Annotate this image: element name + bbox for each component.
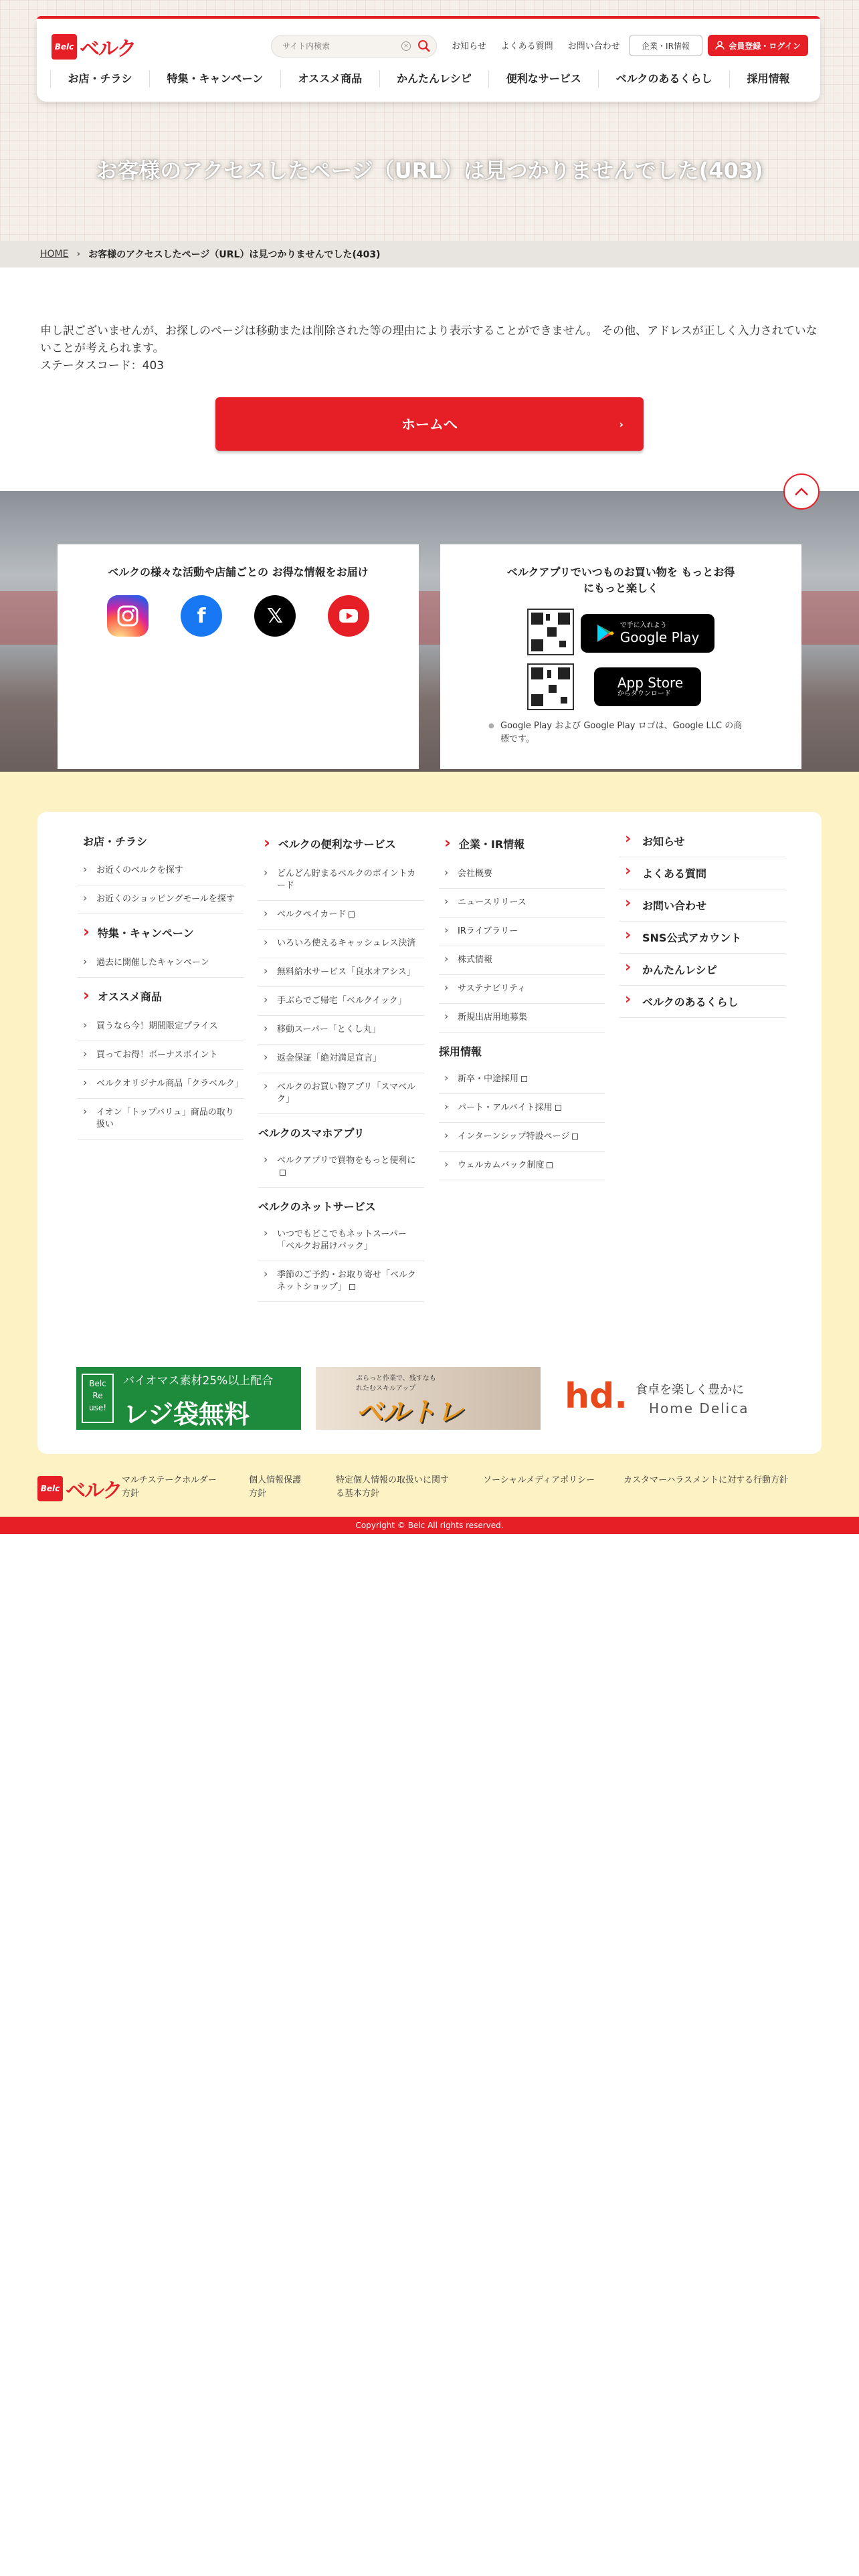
logo-badge: Belc	[37, 1476, 63, 1501]
footer-sitemap	[37, 812, 822, 1454]
footer-heading-stores[interactable]: お店・チラシ	[83, 835, 148, 848]
footer-link[interactable]	[439, 1065, 605, 1094]
footer-link[interactable]: › どんどん貯まるベルクのポイントカード	[258, 860, 424, 901]
nav-products[interactable]: オススメ商品	[280, 70, 379, 88]
policy-link-specific-privacy[interactable]: 特定個人情報の取扱いに関する基本方針	[336, 1475, 450, 1499]
footer-link[interactable]: › いろいろ使えるキャッシュレス決済	[258, 930, 424, 958]
home-button-label: ホームへ	[401, 417, 458, 433]
status-code: ステータスコード：403	[40, 359, 165, 372]
chevron-right-icon: ›	[76, 249, 81, 259]
sns-card	[58, 544, 419, 769]
external-link-icon	[555, 1105, 561, 1111]
footer-subheading-net: ベルクのネットサービス	[258, 1200, 376, 1213]
footer-heading-corporate[interactable]: › 企業・IR情報	[439, 825, 605, 860]
external-link-icon	[521, 1076, 527, 1082]
banner-subtext: ぷらっと作業で、残すなもれたむスキルアップ	[356, 1375, 436, 1392]
footer-link[interactable]: › 買うなら今！期間限定プライス	[78, 1012, 244, 1041]
banner-headline: ベルトレ	[356, 1397, 463, 1428]
search-icon[interactable]	[417, 39, 431, 56]
reuse-logo: Belc Re use!	[82, 1374, 114, 1423]
user-icon	[715, 41, 725, 50]
policy-link-privacy[interactable]: 個人情報保護方針	[249, 1475, 302, 1499]
footer-link[interactable]: › 買ってお得！ボーナスポイント	[78, 1041, 244, 1070]
footer-link[interactable]	[258, 1147, 424, 1188]
footer-link[interactable]: › 新規出店用地募集	[439, 1004, 605, 1033]
news-link[interactable]: お知らせ	[452, 41, 486, 51]
global-nav	[50, 66, 807, 92]
home-delica-banner[interactable]	[555, 1367, 780, 1430]
footer-link[interactable]: › 無料給水サービス「良水オアシス」	[258, 958, 424, 987]
footer-heading-products[interactable]: › オススメ商品	[78, 978, 244, 1012]
page-title: お客様のアクセスしたページ（URL）は見つかりませんでした(403)	[96, 158, 763, 183]
footer-link-label: 新卒・中途採用	[458, 1074, 519, 1084]
footer-link[interactable]: › お近くのショッピングモールを探す	[78, 885, 244, 914]
app-store-qr-code	[527, 663, 574, 710]
chevron-right-icon: ›	[619, 417, 624, 431]
footer-link[interactable]: › 過去に開催したキャンペーン	[78, 949, 244, 978]
footer-link-contact[interactable]: › お問い合わせ	[619, 889, 785, 922]
footer-link-recipes[interactable]: › かんたんレシピ	[619, 954, 785, 986]
logo-text: ベルク	[80, 37, 136, 61]
login-button[interactable]	[708, 35, 808, 56]
logo-text: ベルク	[66, 1479, 122, 1503]
footer-link[interactable]: › 株式情報	[439, 946, 605, 975]
external-link-icon	[349, 1284, 355, 1290]
footer-link-label: ベルクペイカード	[277, 909, 347, 920]
nav-services[interactable]: 便利なサービス	[488, 70, 598, 88]
footer-col-services	[258, 825, 424, 1302]
footer-link-label: 季節のご予約・お取り寄せ「ベルクネットショップ」	[277, 1270, 416, 1292]
footer-link[interactable]	[258, 901, 424, 930]
sns-card-title: ベルクの様々な活動や店舗ごとの お得な情報をお届け	[108, 566, 369, 578]
copyright: Copyright © Belc All rights reserved.	[0, 1517, 859, 1534]
app-card	[440, 544, 801, 769]
site-logo[interactable]	[52, 32, 135, 62]
footer-link[interactable]: › ベルクオリジナル商品「クラベルク」	[78, 1070, 244, 1099]
site-header	[37, 19, 820, 102]
corporate-ir-button[interactable]: 企業・IR情報	[629, 35, 702, 56]
nav-lifestyle[interactable]: ベルクのあるくらし	[598, 70, 729, 88]
footer-link[interactable]	[439, 1123, 605, 1152]
error-message	[40, 322, 823, 374]
footer-link[interactable]: › 移動スーパー「とくし丸」	[258, 1016, 424, 1045]
belutore-banner[interactable]	[316, 1367, 541, 1430]
breadcrumb	[0, 241, 859, 267]
clear-icon[interactable]: ×	[401, 41, 411, 51]
footer-link-label: パート・アルバイト採用	[458, 1103, 553, 1113]
app-card-title-line2: にもっと楽しく	[583, 582, 658, 595]
external-link-icon	[349, 911, 355, 918]
footer-heading-services[interactable]: › ベルクの便利なサービス	[258, 825, 424, 860]
x-icon[interactable]: 𝕏	[254, 595, 296, 637]
external-link-icon	[280, 1170, 286, 1176]
nav-campaigns[interactable]: 特集・キャンペーン	[149, 70, 280, 88]
footer-link[interactable]: › イオン「トップバリュ」商品の取り扱い	[78, 1099, 244, 1140]
utility-links	[452, 39, 620, 51]
footer-link-news[interactable]: › お知らせ	[619, 825, 785, 857]
banner-subtext: バイオマス素材25%以上配合	[123, 1374, 274, 1388]
footer-col-corporate	[439, 825, 605, 1180]
bottom-bar	[0, 1465, 859, 1518]
policy-links	[122, 1474, 797, 1501]
back-to-top-button[interactable]	[783, 473, 820, 510]
banner-tagline: 食卓を楽しく豊かに	[636, 1383, 744, 1397]
footer-link[interactable]	[439, 1152, 605, 1180]
footer-logo[interactable]	[37, 1474, 121, 1503]
footer-link[interactable]: › IRライブラリー	[439, 918, 605, 946]
search-input[interactable]	[272, 35, 399, 57]
footer-link[interactable]: › いつでもどこでもネットスーパー「ベルクお届けパック」	[258, 1220, 424, 1261]
contact-link[interactable]: お問い合わせ	[567, 41, 620, 51]
banner-brand: Home Delica	[649, 1400, 749, 1416]
search-box	[271, 35, 437, 58]
footer-col-stores	[78, 825, 244, 1140]
footer-link[interactable]: › ベルクのお買い物アプリ「スマベルク」	[258, 1073, 424, 1114]
app-store-subtext: からダウンロード	[617, 690, 671, 697]
footer-link[interactable]: › 手ぶらでご帰宅「ベルクイック」	[258, 987, 424, 1016]
breadcrumb-current: お客様のアクセスしたページ（URL）は見つかりませんでした(403)	[88, 249, 381, 260]
app-card-title	[440, 564, 801, 597]
nav-recipes[interactable]: かんたんレシピ	[379, 70, 489, 88]
trademark-note: ● Google Play および Google Play ロゴは、Google LLC の商標です。	[500, 720, 748, 746]
footer-link[interactable]: › ニュースリリース	[439, 889, 605, 918]
facebook-icon[interactable]: f	[181, 595, 222, 637]
google-play-text: Google Play	[619, 629, 700, 645]
nav-recruit[interactable]: 採用情報	[729, 70, 807, 88]
footer-link-label: ウェルカムバック制度	[458, 1160, 545, 1170]
footer-col-misc	[619, 825, 785, 1018]
banner-headline: レジ袋無料	[123, 1400, 250, 1429]
app-store-text: App Store	[617, 675, 684, 691]
footer-link[interactable]: › お近くのベルクを探す	[78, 857, 244, 885]
google-play-subtext: で手に入れよう	[619, 622, 667, 629]
external-link-icon	[547, 1162, 553, 1168]
footer-link[interactable]: › 会社概要	[439, 860, 605, 889]
footer-link[interactable]	[258, 1261, 424, 1302]
chevron-up-icon	[794, 487, 809, 496]
footer-link[interactable]: › 返金保証「絶対満足宣言」	[258, 1045, 424, 1073]
home-button[interactable]	[215, 397, 644, 451]
instagram-icon[interactable]	[107, 595, 149, 637]
hd-logo: hd.	[565, 1376, 628, 1416]
footer-link-label: インターンシップ特設ページ	[458, 1132, 570, 1142]
faq-link[interactable]: よくある質問	[500, 41, 553, 51]
policy-link-multistakeholder[interactable]: マルチステークホルダー方針	[122, 1475, 217, 1499]
nav-stores[interactable]: お店・チラシ	[50, 70, 149, 88]
youtube-icon[interactable]	[328, 595, 369, 637]
policy-link-harassment[interactable]: カスタマーハラスメントに対する行動方針	[624, 1475, 788, 1485]
app-card-title-line1: ベルクアプリでいつものお買い物を もっとお得	[506, 566, 735, 578]
footer-link[interactable]: › サステナビリティ	[439, 975, 605, 1004]
app-store-button[interactable]	[594, 667, 701, 706]
footer-subheading-recruit: 採用情報	[439, 1045, 482, 1058]
footer-link-faq[interactable]: › よくある質問	[619, 857, 785, 889]
google-play-qr-code	[527, 609, 574, 655]
google-play-button[interactable]	[581, 614, 714, 653]
logo-badge: Belc	[52, 34, 77, 60]
footer-link-lifestyle[interactable]: › ベルクのあるくらし	[619, 986, 785, 1018]
footer-heading-campaigns[interactable]: › 特集・キャンペーン	[78, 914, 244, 949]
footer-link-label: ベルクアプリで買物をもっと便利に	[277, 1156, 416, 1166]
login-label: 会員登録・ログイン	[729, 41, 801, 51]
google-play-icon	[596, 623, 615, 643]
footer-link-sns[interactable]: › SNS公式アカウント	[619, 922, 785, 954]
external-link-icon	[572, 1134, 578, 1140]
footer-subheading-app: ベルクのスマホアプリ	[258, 1127, 365, 1140]
error-text: 申し訳ございませんが、お探しのページは移動または削除された等の理由により表示することができません。 その他、アドレスが正しく入力されていないことが考えられます。	[40, 324, 818, 355]
footer-link[interactable]	[439, 1094, 605, 1123]
breadcrumb-home[interactable]: HOME	[40, 249, 69, 259]
reusable-bag-banner[interactable]	[76, 1367, 301, 1430]
policy-link-social-media[interactable]: ソーシャルメディアポリシー	[483, 1475, 595, 1485]
